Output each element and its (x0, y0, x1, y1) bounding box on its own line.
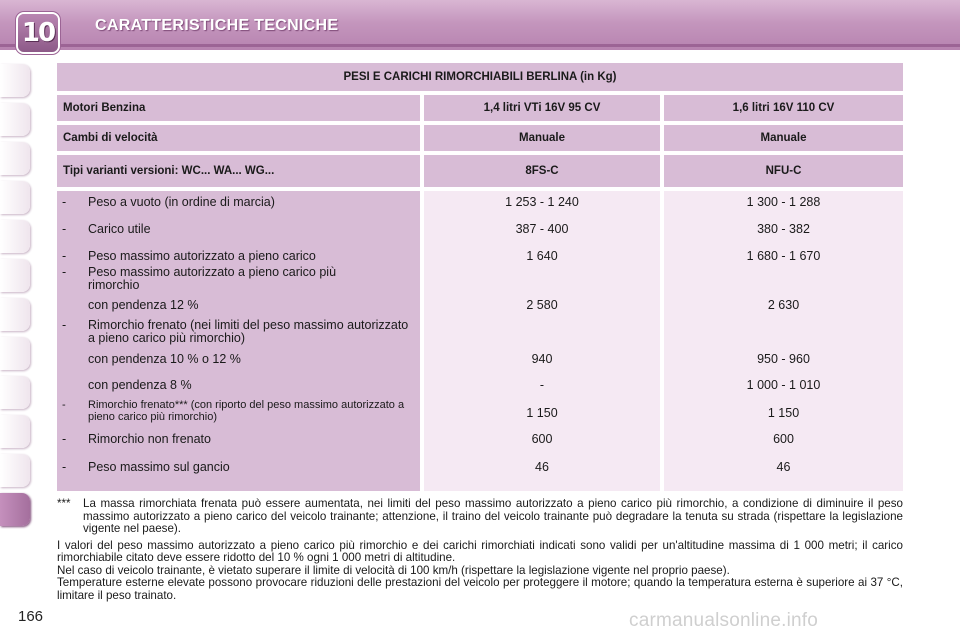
chapter-tab[interactable] (0, 64, 30, 97)
row-dash: - (62, 195, 67, 209)
table-cell: 380 - 382 (757, 222, 810, 236)
watermark: carmanualsonline.info (629, 610, 819, 631)
header-col2: Manuale (424, 125, 660, 151)
weights-table (57, 63, 903, 491)
header-col3: NFU-C (664, 155, 903, 187)
row-dash: - (62, 222, 67, 236)
chapter-tab[interactable] (0, 142, 30, 175)
table-cell: 46 (776, 460, 791, 474)
table-cell: - (539, 378, 545, 392)
footnote (57, 498, 903, 536)
table-cell: 600 (773, 432, 794, 446)
chapter-tab[interactable] (0, 415, 30, 448)
note-paragraph: Temperature esterne elevate possono provocare riduzioni delle prestazioni del veicolo per proteggere il motore; quando la temperatura esterna è superiore ai 37 °C, limitare il peso trainato. (57, 576, 903, 602)
header-col3: Manuale (664, 125, 903, 151)
row-label: Peso a vuoto (in ordine di marcia) (88, 195, 275, 209)
chapter-tab[interactable] (0, 376, 30, 409)
footnote-text: La massa rimorchiata frenata può essere aumentata, nei limiti del peso massimo autorizzato a pieno carico più rimorchio, a condizione di diminuire il peso massimo autorizzato a pieno carico del veicolo trainante; attenzione, il traino del veicolo trainante può degradare la tenuta su strada (rispettare la legislazione vigente nel paese). (83, 497, 903, 536)
table-cell: 1 150 (526, 406, 558, 420)
chapter-tabs (0, 64, 34, 532)
table-header-row (57, 95, 903, 121)
table-row-label (57, 399, 420, 433)
header-label: Tipi varianti versioni: WC... WA... WG... (57, 155, 420, 187)
table-cell: 2 630 (767, 298, 800, 312)
chapter-tab[interactable] (0, 337, 30, 370)
table-header-row (57, 125, 903, 151)
table-cell: 1 150 (767, 406, 800, 420)
row-dash: - (62, 249, 67, 263)
row-label: con pendenza 8 % (88, 378, 192, 392)
table-cell: 950 - 960 (757, 352, 810, 366)
row-dash: - (62, 399, 66, 411)
table-row-label (57, 353, 420, 379)
row-label: Peso massimo sul gancio (88, 460, 230, 474)
table-row-label (57, 266, 420, 299)
table-header-row (57, 155, 903, 187)
chapter-tab-active[interactable] (0, 493, 30, 526)
table-cell: 2 580 (526, 298, 558, 312)
table-row-label (57, 299, 420, 319)
table-cell: 600 (531, 432, 553, 446)
table-row-label (57, 319, 420, 353)
chapter-badge: 10 (18, 14, 58, 52)
table-row-label (57, 379, 420, 399)
table-row-label (57, 250, 420, 266)
table-cell: 46 (535, 460, 549, 474)
notes-block (57, 540, 903, 602)
header-divider (0, 44, 960, 47)
table-cell: 1 253 - 1 240 (505, 195, 579, 209)
header-label: Cambi di velocità (57, 125, 420, 151)
chapter-tab[interactable] (0, 181, 30, 214)
chapter-tab[interactable] (0, 259, 30, 292)
row-label: Rimorchio non frenato (88, 432, 211, 446)
table-row-label (57, 196, 420, 223)
chapter-tab[interactable] (0, 103, 30, 136)
table-cell: 1 300 - 1 288 (746, 195, 821, 209)
row-label: con pendenza 12 % (88, 298, 199, 312)
chapter-tab[interactable] (0, 220, 30, 253)
values-column-1 (424, 191, 660, 491)
footnote-marker: *** (57, 497, 71, 510)
row-dash: - (62, 432, 67, 446)
labels-column (57, 191, 420, 491)
row-dash: - (62, 460, 67, 474)
table-cell: 1 000 - 1 010 (746, 378, 821, 392)
table-cell: 1 640 (526, 249, 558, 263)
header-col2: 8FS-C (424, 155, 660, 187)
note-paragraph: Nel caso di veicolo trainante, è vietato superare il limite di velocità di 100 km/h (rispettare la legislazione vigente nel proprio paese). (57, 563, 730, 577)
row-dash: - (62, 318, 67, 332)
header-label: Motori Benzina (57, 95, 420, 121)
row-label: Peso massimo autorizzato a pieno carico più rimorchio (88, 265, 337, 292)
table-title: PESI E CARICHI RIMORCHIABILI BERLINA (in Kg) (57, 63, 903, 91)
table-body (57, 191, 903, 491)
table-cell (424, 266, 660, 299)
chapter-tab[interactable] (0, 298, 30, 331)
table-row-label (57, 223, 420, 250)
table-cell: 1 680 - 1 670 (746, 249, 821, 263)
header-col2: 1,4 litri VTi 16V 95 CV (424, 95, 660, 121)
values-column-2 (664, 191, 903, 491)
row-dash: - (62, 265, 67, 279)
page-title: CARATTERISTICHE TECNICHE (95, 17, 339, 34)
row-label: con pendenza 10 % o 12 % (88, 352, 241, 366)
page-number: 166 (18, 608, 44, 625)
note-paragraph: I valori del peso massimo autorizzato a pieno carico più rimorchio e dei carichi rimorchiati indicati sono validi per un'altitudine massima di 1 000 metri; il carico rimorchiabile citato deve essere ridotto del 10 % ogni 1 000 metri di altitudine. (57, 539, 903, 565)
table-row-label (57, 461, 420, 477)
chapter-tab[interactable] (0, 454, 30, 487)
header-col3: 1,6 litri 16V 110 CV (664, 95, 903, 121)
table-cell (424, 319, 660, 353)
row-label: Carico utile (88, 222, 151, 236)
row-label: Peso massimo autorizzato a pieno carico (88, 249, 316, 263)
table-cell (664, 266, 903, 299)
table-cell: 387 - 400 (515, 222, 569, 236)
table-cell: 940 (531, 352, 553, 366)
row-label: Rimorchio frenato (nei limiti del peso massimo autorizzato a pieno carico più rimorchio) (88, 318, 409, 345)
table-cell (664, 319, 903, 353)
footnote-paragraph (57, 498, 903, 536)
row-label: Rimorchio frenato*** (con riporto del peso massimo autorizzato a pieno carico più rimorchio) (88, 399, 405, 423)
table-row-label (57, 433, 420, 461)
